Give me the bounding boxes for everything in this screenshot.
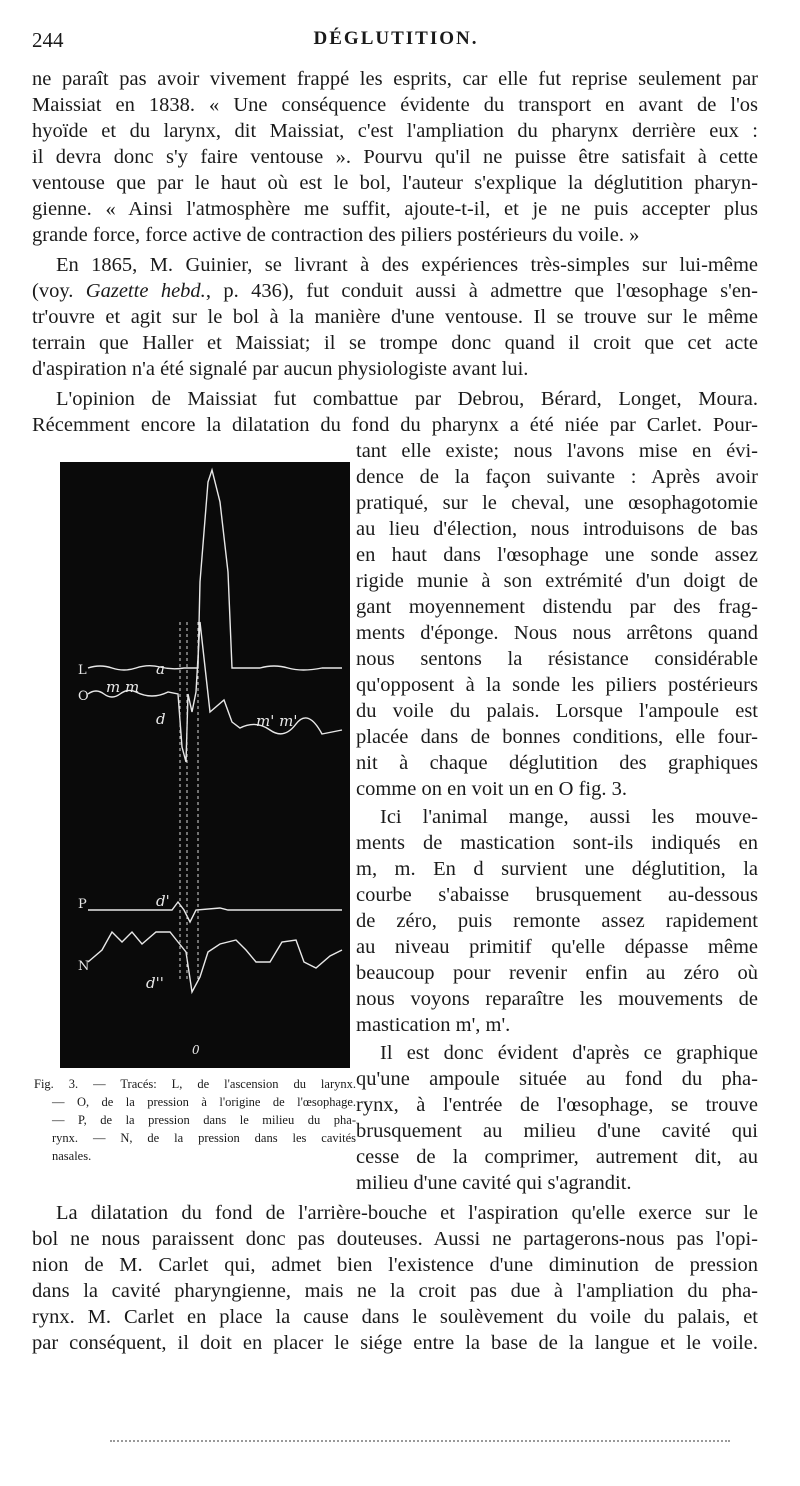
tracing-plot xyxy=(60,462,350,1068)
text-line: rynx, à l'entrée de l'œsophage, se trouve xyxy=(356,1094,758,1116)
label-o: O xyxy=(78,689,89,704)
text-line: en haut dans l'œsophage une sonde assez xyxy=(356,544,758,566)
text-line: grande force, force active de contraction des piliers postérieurs du voile. » xyxy=(32,224,640,246)
figure-caption-line: — P, de la pression dans le milieu du pha- xyxy=(52,1113,356,1127)
text-line: il devra donc s'y faire ventouse ». Pourvu qu'il ne puisse être satisfait à cette xyxy=(32,146,758,168)
text-line: brusquement au milieu d'une cavité qui xyxy=(356,1120,758,1142)
text-line: gant moyennement distendu par des frag- xyxy=(356,596,758,618)
figure-caption-line: nasales. xyxy=(52,1149,92,1163)
annot-d: d xyxy=(156,710,166,728)
text-line: du voile du palais. Lorsque l'ampoule est xyxy=(356,700,758,722)
text-line: m, m. En d survient une déglutition, la xyxy=(356,858,758,880)
text-line: dans la cavité pharyngienne, mais ne la croit pas due à l'ampliation du pha- xyxy=(32,1280,758,1302)
text-line: cesse de la comprimer, autrement dit, au xyxy=(356,1146,758,1168)
text-line: ments d'éponge. Nous nous arrêtons quand xyxy=(356,622,758,644)
text-line: En 1865, M. Guinier, se livrant à des expériences très-simples sur lui-même xyxy=(56,254,758,276)
page-footer-rule xyxy=(110,1440,730,1448)
text-line: tant elle existe; nous l'avons mise en évi- xyxy=(356,440,758,462)
text-line: hyoïde et du larynx, dit Maissiat, c'est l'ampliation du pharynx derrière eux : xyxy=(32,120,758,142)
text-line: nit à chaque déglutition des graphiques xyxy=(356,752,758,774)
text-line: Maissiat en 1838. « Une conséquence évidente du transport en avant de l'os xyxy=(32,94,758,116)
text-line: au lieu d'élection, nous introduisons de bas xyxy=(356,518,758,540)
page-header xyxy=(32,28,760,56)
text-line-reference xyxy=(32,278,758,304)
text-line: qu'opposent à la sonde les piliers postérieurs xyxy=(356,674,758,696)
text-line: nion de M. Carlet qui, admet bien l'existence d'une diminution de pression xyxy=(32,1254,758,1276)
text-line: d'aspiration n'a été signalé par aucun physiologiste avant lui. xyxy=(32,358,529,380)
trace-n xyxy=(88,932,342,992)
text-line: beaucoup pour revenir enfin au zéro où xyxy=(356,962,758,984)
text-line: dence de la façon suivante : Après avoir xyxy=(356,466,758,488)
figure-caption-line: rynx. — N, de la pression dans les cavités xyxy=(52,1131,356,1145)
reference-rest: , p. 436), fut conduit aussi à admettre que l'œsophage s'en- xyxy=(205,280,759,302)
label-l: L xyxy=(78,663,87,678)
annot-m-prime: m' m' xyxy=(256,712,298,730)
annot-m-m: m m xyxy=(106,678,140,696)
text-line: ne paraît pas avoir vivement frappé les esprits, car elle fut reprise seulement par xyxy=(32,68,758,90)
text-line: Ici l'animal mange, aussi les mouve- xyxy=(380,806,758,828)
trace-l xyxy=(88,470,342,670)
text-line: comme on en voit un en O fig. 3. xyxy=(356,778,628,800)
journal-title: Gazette hebd. xyxy=(85,280,206,302)
text-line: La dilatation du fond de l'arrière-bouche et l'aspiration qu'elle exerce sur le xyxy=(56,1202,758,1224)
running-title: DÉGLUTITION. xyxy=(313,28,479,49)
label-p: P xyxy=(78,897,87,912)
text-line: pratiqué, sur le cheval, une œsophagotomie xyxy=(356,492,758,514)
annot-d-second: d'' xyxy=(146,974,164,992)
trace-p xyxy=(88,902,342,922)
text-line: bol ne nous paraissent donc pas douteuses. Aussi ne partagerons-nous pas l'opi- xyxy=(32,1228,758,1250)
text-line: L'opinion de Maissiat fut combattue par Debrou, Bérard, Longet, Moura. xyxy=(56,388,758,410)
text-line: milieu d'une cavité qui s'agrandit. xyxy=(356,1172,632,1194)
label-n: N xyxy=(78,959,90,974)
text-line: au niveau primitif qu'elle dépasse même xyxy=(356,936,758,958)
figure-caption-line: Fig. 3. — Tracés: L, de l'ascension du larynx. xyxy=(34,1077,356,1091)
text-line: mastication m', m'. xyxy=(356,1014,511,1036)
annot-d-prime: d' xyxy=(156,892,170,910)
text-line: ments de mastication sont-ils indiqués en xyxy=(356,832,758,854)
text-line: par conséquent, il doit en placer le siége entre la base de la langue et le voile. xyxy=(32,1332,758,1354)
text-line: rigide munie à son extrémité d'un doigt de xyxy=(356,570,758,592)
text-line: placée dans de bonnes conditions, elle four- xyxy=(356,726,758,748)
annot-zero: 0 xyxy=(192,1043,200,1057)
text-line: nous voyons reparaître les mouvements de xyxy=(356,988,758,1010)
reference-prefix: (voy. xyxy=(32,280,74,302)
text-line: Il est donc évident d'après ce graphique xyxy=(380,1042,758,1064)
page-number: 244 xyxy=(32,28,64,52)
figure-3-tracings xyxy=(60,462,350,1068)
figure-caption-line: — O, de la pression à l'origine de l'œsophage. xyxy=(52,1095,356,1109)
text-line: terrain que Haller et Maissiat; il se trompe donc quand il croit que cet acte xyxy=(32,332,758,354)
text-line: ventouse que par le haut où est le bol, l'auteur s'explique la déglutition pharyn- xyxy=(32,172,758,194)
text-line: nous sentons la résistance considérable xyxy=(356,648,758,670)
text-line: tr'ouvre et agit sur le bol à la manière d'une ventouse. Il se trouve sur le même xyxy=(32,306,758,328)
text-line: Récemment encore la dilatation du fond du pharynx a été niée par Carlet. Pour- xyxy=(32,414,758,436)
annot-a: a xyxy=(156,660,165,678)
text-line: rynx. M. Carlet en place la cause dans le soulèvement du voile du palais, et xyxy=(32,1306,758,1328)
text-line: courbe s'abaisse brusquement au-dessous xyxy=(356,884,758,906)
text-line: de zéro, puis remonte assez rapidement xyxy=(356,910,758,932)
text-line: gienne. « Ainsi l'atmosphère me suffit, ajoute-t-il, et je ne puis accepter plus xyxy=(32,198,758,220)
text-line: qu'une ampoule située au fond du pha- xyxy=(356,1068,758,1090)
